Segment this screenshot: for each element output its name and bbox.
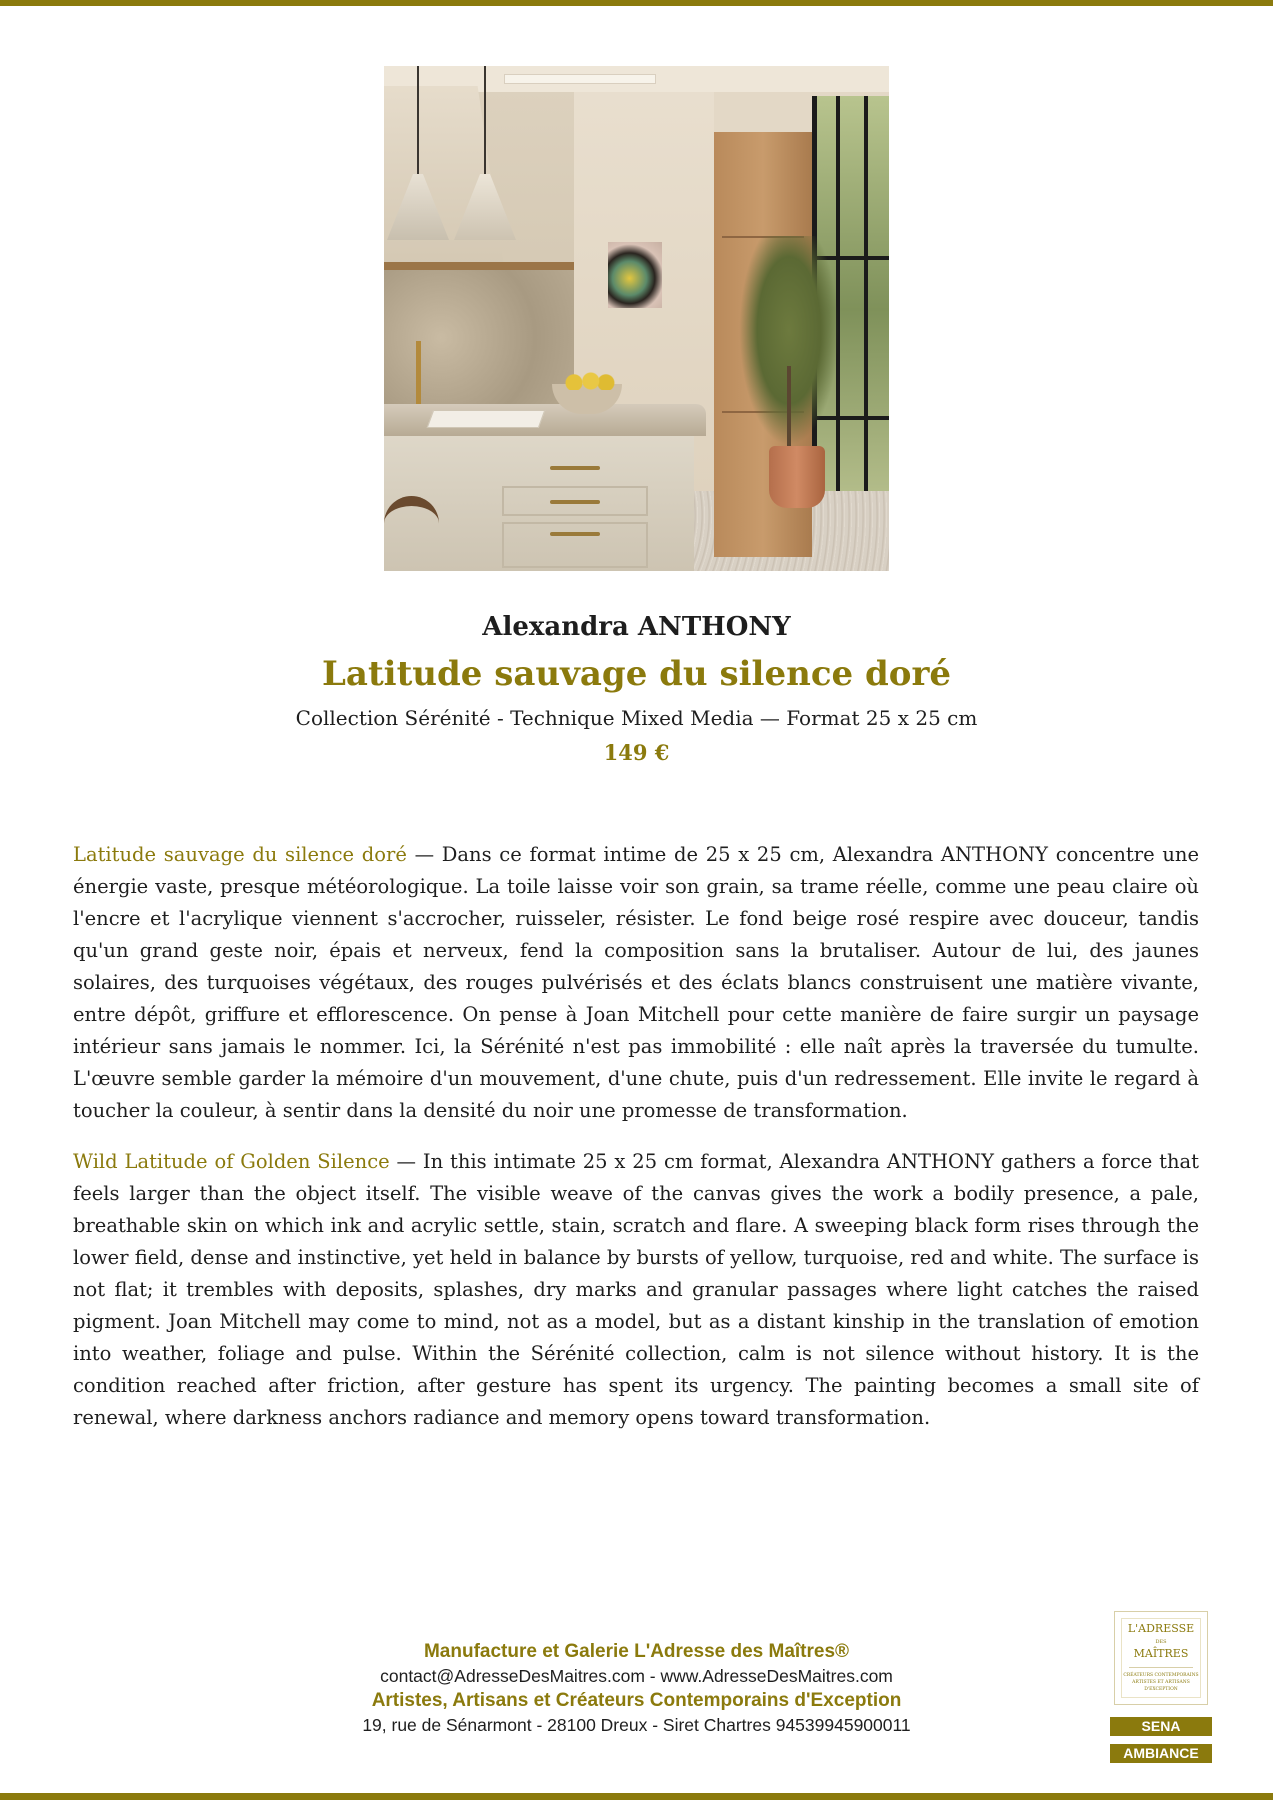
description-english-title: Wild Latitude of Golden Silence [73, 1150, 390, 1173]
description-english-body: — In this intimate 25 x 25 cm format, Alexandra ANTHONY gathers a force that feels larger than the object itself. The visible weave of the canvas gives the work a bodily presence, a pale, breathable skin on which ink and acrylic settle, stain, scratch and flare. A sweeping black form rises through the lower field, dense and instinctive, yet held in balance by bursts of yellow, turquoise, red and white. The surface is not flat; it trembles with deposits, splashes, dry marks and granular passages where light catches the raised pigment. Joan Mitchell may come to mind, not as a model, but as a distant kinship in the translation of emotion into weather, foliage and pulse. Within the Sérénité collection, calm is not silence without history. It is the condition reached after friction, after gesture has spent its urgency. The painting becomes a small site of renewal, where darkness anchors radiance and memory opens toward transformation. [73, 1150, 1199, 1429]
gallery-name: Manufacture et Galerie L'Adresse des Maîtres® [423, 1641, 850, 1662]
artwork-on-wall [608, 242, 662, 308]
bottom-accent-bar [0, 1793, 1273, 1800]
artwork-interior-photo [384, 66, 889, 571]
artwork-details: Collection Sérénité - Technique Mixed Media — Format 25 x 25 cm [295, 706, 978, 730]
logo-line-3: MAÎTRES [1133, 1647, 1189, 1660]
top-accent-bar [0, 0, 1273, 6]
logo-line-1: L'ADRESSE [1127, 1622, 1195, 1635]
artist-name: Alexandra ANTHONY [482, 612, 791, 642]
description-english [73, 1146, 1199, 1434]
description-french-body: — Dans ce format intime de 25 x 25 cm, Alexandra ANTHONY concentre une énergie vaste, presque météorologique. La toile laisse voir son grain, sa trame réelle, comme une peau claire où l'encre et l'acrylique viennent s'accrocher, ruisseler, résister. Le fond beige rosé respire avec douceur, tandis qu'un grand geste noir, épais et nerveux, fend la composition sans la brutaliser. Autour de lui, des jaunes solaires, des turquoises végétaux, des rouges pulvérisés et des éclats blancs construisent une matière vivante, entre dépôt, griffure et efflorescence. On pense à Joan Mitchell pour cette manière de faire surgir un paysage intérieur sans jamais le nommer. Ici, la Sérénité n'est pas immobilité : elle naît après la traversée du tumulte. L'œuvre semble garder la mémoire d'un mouvement, d'une chute, puis d'un redressement. Elle invite le regard à toucher la couleur, à sentir dans la densité du noir une promesse de transformation. [73, 843, 1199, 1122]
logo-line-2: DES [1155, 1639, 1167, 1645]
description-french [73, 839, 1199, 1127]
artwork-title: Latitude sauvage du silence doré [322, 654, 951, 694]
gallery-tagline: Artistes, Artisans et Créateurs Contemporains d'Exception [371, 1690, 902, 1711]
gallery-logo [1114, 1611, 1208, 1705]
artwork-price: 149 € [603, 740, 670, 765]
description-french-title: Latitude sauvage du silence doré [73, 843, 407, 866]
logo-line-4: CRÉATEURS CONTEMPORAINS ARTISTES ET ARTISANS D'EXCEPTION [1123, 1673, 1199, 1692]
footer [0, 1640, 1273, 1737]
address-line: 19, rue de Sénarmont - 28100 Dreux - Siret Chartres 94539945900011 [362, 1715, 911, 1735]
contact-line: contact@AdresseDesMaitres.com - www.AdresseDesMaitres.com [380, 1666, 893, 1686]
tag-ambiance: AMBIANCE [1110, 1744, 1212, 1763]
tag-sena: SENA [1110, 1717, 1212, 1736]
